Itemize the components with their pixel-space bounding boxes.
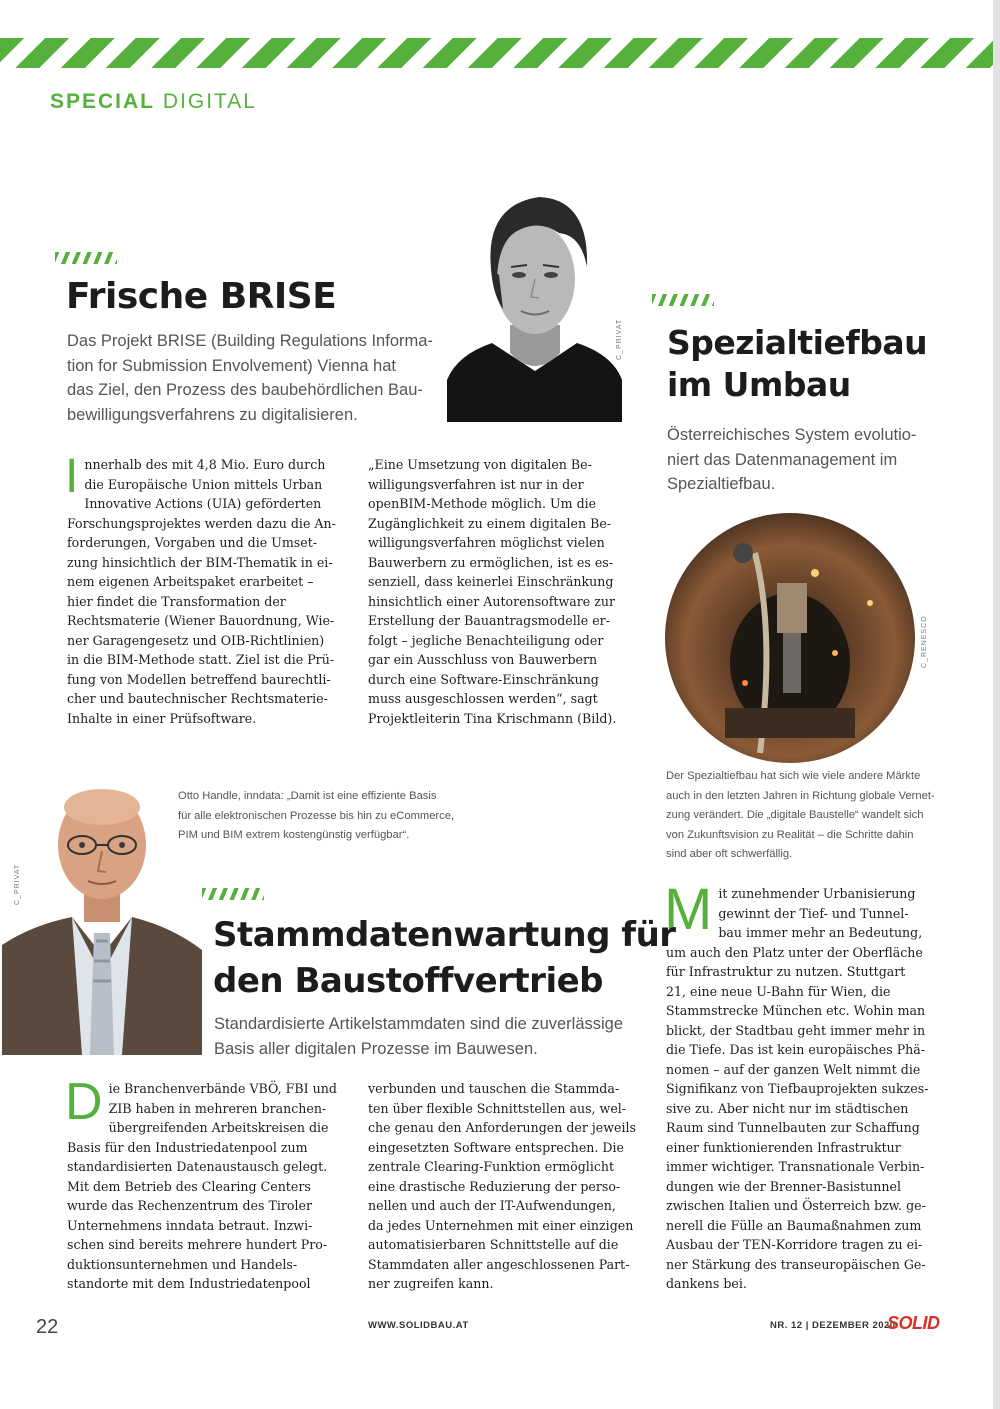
drop-cap: D xyxy=(65,1073,103,1131)
body-line: nellen und auch der IT-Aufwendungen, xyxy=(368,1198,616,1213)
lead-line: Spezialtiefbau. xyxy=(667,475,776,493)
lead-line: Österreichisches System evolutio- xyxy=(667,426,917,444)
body-line: die Europäische Union mittels Urban xyxy=(84,476,323,492)
portrait-photo-woman xyxy=(447,175,622,422)
body-line: zung hinsichtlich der BIM-Thematik in ei- xyxy=(67,554,333,570)
body-line: in die BIM-Methode statt. Ziel ist die Prü- xyxy=(67,652,335,667)
body-line: durch eine Software-Einschränkung xyxy=(368,671,599,687)
body-line: cher und bautechnischer Rechtsmaterie- xyxy=(67,691,328,706)
caption-line: Otto Handle, inndata: „Damit ist eine effiziente Basis xyxy=(178,790,437,802)
article-column xyxy=(368,455,638,728)
body-line: wurde das Rechenzentrum des Tiroler xyxy=(67,1198,312,1213)
body-line: ner zugreifen kann. xyxy=(368,1276,494,1291)
body-line: willigungsverfahren möglichst vielen xyxy=(368,535,605,550)
section-label-light: DIGITAL xyxy=(162,90,257,113)
drop-cap: M xyxy=(664,877,713,942)
body-line: ie Branchenverbände VBÖ, FBI und xyxy=(108,1081,337,1096)
body-line: Rechtsmaterie (Wiener Bauordnung, Wie- xyxy=(67,613,335,628)
body-line: nerell die Fülle an Baumaßnahmen zum xyxy=(666,1217,922,1233)
portrait-photo-man xyxy=(2,775,202,1055)
caption-line: auch in den letzten Jahren in Richtung globale Vernet- xyxy=(666,789,935,802)
section-label-bold: SPECIAL xyxy=(50,90,156,113)
body-line: eingesetzten Software entsprechen. Die xyxy=(368,1139,624,1155)
body-line: Stammstrecke München etc. Wohin man xyxy=(666,1003,926,1018)
article-column xyxy=(368,1079,643,1294)
body-line: automatisierbaren Schnittstelle auf die xyxy=(368,1237,619,1252)
body-line: Stammdaten aller angeschlossenen Part- xyxy=(368,1256,630,1272)
body-line: schen sind bereits mehrere hundert Pro- xyxy=(67,1237,328,1252)
body-line: gewinnt der Tief- und Tunnel- xyxy=(718,905,909,921)
body-line: blickt, der Stadtbau geht immer mehr in xyxy=(666,1022,926,1038)
caption-line: Der Spezialtiefbau hat sich wie viele andere Märkte xyxy=(666,770,921,782)
body-line: nnerhalb des mit 4,8 Mio. Euro durch xyxy=(84,457,326,472)
lead-line: niert das Datenmanagement im xyxy=(667,450,898,469)
body-line: Ausbau der TEN-Korridore tragen zu ei- xyxy=(666,1237,923,1252)
body-line: ZIB haben in mehreren branchen- xyxy=(108,1100,327,1116)
body-line: „Eine Umsetzung von digitalen Be- xyxy=(368,457,592,472)
body-line: Erstellung der Bauantragsmodelle er- xyxy=(368,613,610,628)
article-title: Frische BRISE xyxy=(66,276,337,317)
section-label xyxy=(50,90,257,114)
body-line: it zunehmender Urbanisierung xyxy=(718,886,916,901)
body-line: die Tiefe. Das ist kein europäisches Phä- xyxy=(666,1042,926,1057)
body-line: hier findet die Transformation der xyxy=(67,593,286,609)
body-line: openBIM-Methode möglich. Um die xyxy=(368,496,597,511)
title-line: im Umbau xyxy=(667,365,851,404)
body-line: duktionsunternehmen und Handels- xyxy=(67,1256,298,1272)
slash-accent xyxy=(652,294,714,306)
body-line: senziell, dass keinerlei Einschränkung xyxy=(368,574,614,589)
body-line: ner Garagengesetz und OIB-Richtlinien) xyxy=(67,632,325,648)
top-stripe-decoration xyxy=(0,38,993,68)
article-title xyxy=(667,322,927,406)
article-column xyxy=(65,450,345,728)
lead-line: tion for Submission Envolvement) Vienna hat xyxy=(67,356,396,375)
body-line: forderungen, Vorgaben und die Umset- xyxy=(67,535,318,550)
tunnel-photo xyxy=(665,513,915,763)
body-line: verbunden und tauschen die Stammda- xyxy=(368,1081,620,1096)
slash-accent xyxy=(55,252,117,264)
body-line: ner Stärkung des transeuropäischen Ge- xyxy=(666,1256,926,1272)
photo-credit: C_PRIVAT xyxy=(14,863,21,905)
body-line: Bauwerbern zu ermöglichen, ist es es- xyxy=(368,554,614,570)
caption-line: von Zukunftsvision zu Realität – die Schritte dahin xyxy=(666,828,914,841)
body-line: Forschungsprojektes werden dazu die An- xyxy=(67,515,336,531)
body-line: Raum sind Tunnelbauten zur Schaffung xyxy=(666,1120,920,1135)
title-line: Spezialtiefbau xyxy=(667,323,928,362)
body-line: nem eigenen Arbeitspaket erarbeitet – xyxy=(67,574,314,589)
lead-line: Standardisierte Artikelstammdaten sind die zuverlässige xyxy=(214,1015,624,1033)
body-line: zwischen Italien und Österreich bzw. ge- xyxy=(666,1198,926,1213)
body-line: willigungsverfahren ist nur in der xyxy=(368,476,584,492)
article-lead xyxy=(67,329,433,427)
body-line: 21, eine neue U-Bahn für Wien, die xyxy=(666,983,891,999)
lead-line: das Ziel, den Prozess des baubehördlichen Bau- xyxy=(67,381,423,399)
article-lead xyxy=(214,1012,623,1061)
caption-line: zung verändert. Die „digitale Baustelle“ wandelt sich xyxy=(666,809,924,821)
article-column xyxy=(65,1073,347,1294)
body-line: bau immer mehr an Bedeutung, xyxy=(718,925,923,940)
body-line: standorte mit dem Industriedatenpool xyxy=(67,1276,311,1291)
body-line: Unternehmens inndata betraut. Inzwi- xyxy=(67,1217,313,1233)
body-line: fung von Modellen betreffend baurechtli- xyxy=(67,671,331,687)
drop-cap: I xyxy=(65,450,79,503)
body-line: um auch den Platz unter der Oberfläche xyxy=(666,944,923,960)
article-column xyxy=(664,877,941,1294)
caption-line: für alle elektronischen Prozesse bis hin zu eCommerce, xyxy=(178,809,455,822)
caption-line: PIM und BIM extrem kostengünstig verfügbar“. xyxy=(178,829,410,841)
body-line: zentrale Clearing-Funktion ermöglicht xyxy=(368,1159,615,1174)
body-line: für Infrastruktur zu nutzen. Stuttgart xyxy=(666,964,906,979)
title-line: Stammdatenwartung für xyxy=(213,915,676,955)
photo-caption xyxy=(178,787,454,846)
body-line: sive zu. Aber nicht nur im städtischen xyxy=(666,1100,909,1116)
body-line: Signifikanz von Tiefbauprojekten sukzes- xyxy=(666,1081,929,1096)
body-line: gar ein Ausschluss von Bauwerbern xyxy=(368,652,598,667)
page-edge xyxy=(993,0,1000,1409)
photo-credit: C_PRIVAT xyxy=(616,318,623,360)
body-line: che genau den Anforderungen der jeweils xyxy=(368,1120,636,1135)
body-line: einer funktionierenden Infrastruktur xyxy=(666,1139,901,1155)
body-line: Innovative Actions (UIA) geförderten xyxy=(84,496,322,511)
body-line: da jedes Unternehmen mit einer einzigen xyxy=(368,1217,634,1233)
article-lead xyxy=(667,423,916,497)
page-number: 22 xyxy=(36,1316,59,1338)
slash-accent xyxy=(202,888,264,900)
caption-line: sind aber oft schwerfällig. xyxy=(666,848,793,860)
photo-caption xyxy=(666,767,935,865)
body-line: Mit dem Betrieb des Clearing Centers xyxy=(67,1178,311,1194)
lead-line: bewilligungsverfahrens zu digitalisieren. xyxy=(67,405,358,424)
body-line: Basis für den Industriedatenpool zum xyxy=(67,1139,308,1155)
body-line: eine drastische Reduzierung der perso- xyxy=(368,1178,621,1194)
body-line: folgt – jegliche Benachteiligung oder xyxy=(368,632,604,648)
title-line: den Baustoffvertrieb xyxy=(213,961,603,1001)
body-line: muss ausgeschlossen werden“, sagt xyxy=(368,691,598,706)
photo-credit: C_RENESCO xyxy=(921,615,928,668)
body-line: Projektleiterin Tina Krischmann (Bild). xyxy=(368,710,617,726)
article-title xyxy=(213,912,676,1004)
lead-line: Basis aller digitalen Prozesse im Bauwesen. xyxy=(214,1039,538,1058)
lead-line: Das Projekt BRISE (Building Regulations Informa- xyxy=(67,332,433,350)
solid-logo: SOLID xyxy=(887,1313,940,1333)
body-line: dankens bei. xyxy=(666,1276,747,1291)
body-line: dungen wie der Brenner-Basistunnel xyxy=(666,1178,901,1194)
body-line: Zugänglichkeit zu einem digitalen Be- xyxy=(368,515,612,531)
body-line: standardisierten Datenaustausch gelegt. xyxy=(67,1159,328,1174)
body-line: übergreifenden Arbeitskreisen die xyxy=(108,1120,329,1135)
body-line: ten über flexible Schnittstellen aus, wel- xyxy=(368,1100,627,1116)
body-line: immer wichtiger. Transnationale Verbin- xyxy=(666,1159,925,1174)
footer-website: WWW.SOLIDBAU.AT xyxy=(368,1320,469,1331)
body-line: Inhalte in einer Prüfsoftware. xyxy=(67,710,257,726)
body-line: nomen – auf der ganzen Welt nimmt die xyxy=(666,1061,921,1077)
footer-issue: NR. 12 | DEZEMBER 2020 xyxy=(770,1320,896,1331)
body-line: hinsichtlich einer Autorensoftware zur xyxy=(368,593,615,609)
